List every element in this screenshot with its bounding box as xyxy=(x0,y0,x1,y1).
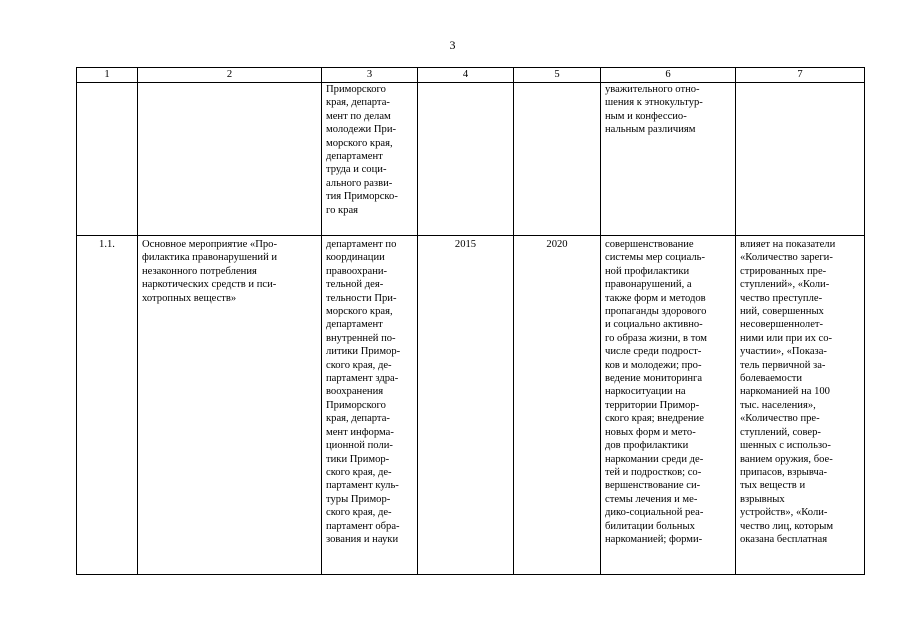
table-row xyxy=(77,236,865,575)
activity-name-cell: Основное мероприятие «Про- филактика правонарушений и незаконного потребления наркотических средств и пси- хотропных веществ» xyxy=(138,236,322,575)
indicator-link-cell: влияет на показатели «Количество зареги- стрированных пре- ступлений», «Коли- чество преступле- ний, совершенных несовершеннолет- ними или при их со- участии», «Показа- тель первичной за- болеваемости наркоманией на 100 тыс. населения», «Количество пре- ступлений, совер- шенных с использо- ванием оружия, бое- припасов, взрывча- тых веществ и взрывных устройств», «Коли- чество лиц, которым оказана бесплатная xyxy=(736,236,865,575)
responsible-executor-cell: департамент по координации правоохрани- тельной дея- тельности При- морского края, департамент внутренней по- литики Примор- ского края, де- партамент здра- воохранения Приморского края, департа- мент информа- ционной поли- тики Примор- ского края, де- партамент куль- туры Примор- ского края, де- партамент обра- зования и науки xyxy=(322,236,418,575)
start-year-cell: 2015 xyxy=(418,236,514,575)
table-header-row xyxy=(77,68,865,83)
row-number-cell xyxy=(77,83,138,236)
expected-result-cell: уважительного отно- шения к этнокультур- ным и конфессио- нальным различиям xyxy=(601,83,736,236)
column-header: 6 xyxy=(601,68,736,83)
page-number: 3 xyxy=(449,38,456,52)
column-header: 5 xyxy=(514,68,601,83)
column-header: 2 xyxy=(138,68,322,83)
column-header: 4 xyxy=(418,68,514,83)
column-header: 3 xyxy=(322,68,418,83)
end-year-cell: 2020 xyxy=(514,236,601,575)
indicator-link-cell xyxy=(736,83,865,236)
expected-result-cell: совершенствование системы мер социаль- ной профилактики правонарушений, а также форм и методов пропаганды здорового и социально активно- го образа жизни, в том числе среди подрост- ков и молодежи; про- ведение мониторинга наркоситуации на территории Примор- ского края; внедрение новых форм и мето- дов профилактики наркомании среди де- тей и подростков; со- вершенствование си- стемы лечения и ме- дико-социальной реа- билитации больных наркоманией; форми- xyxy=(601,236,736,575)
start-year-cell xyxy=(418,83,514,236)
row-number-cell: 1.1. xyxy=(77,236,138,575)
program-table xyxy=(76,67,865,575)
activity-name-cell xyxy=(138,83,322,236)
column-header: 7 xyxy=(736,68,865,83)
table-row xyxy=(77,83,865,236)
column-header: 1 xyxy=(77,68,138,83)
end-year-cell xyxy=(514,83,601,236)
responsible-executor-cell: Приморского края, департа- мент по делам молодежи При- морского края, департамент труда и соци- ального разви- тия Приморско- го края xyxy=(322,83,418,236)
